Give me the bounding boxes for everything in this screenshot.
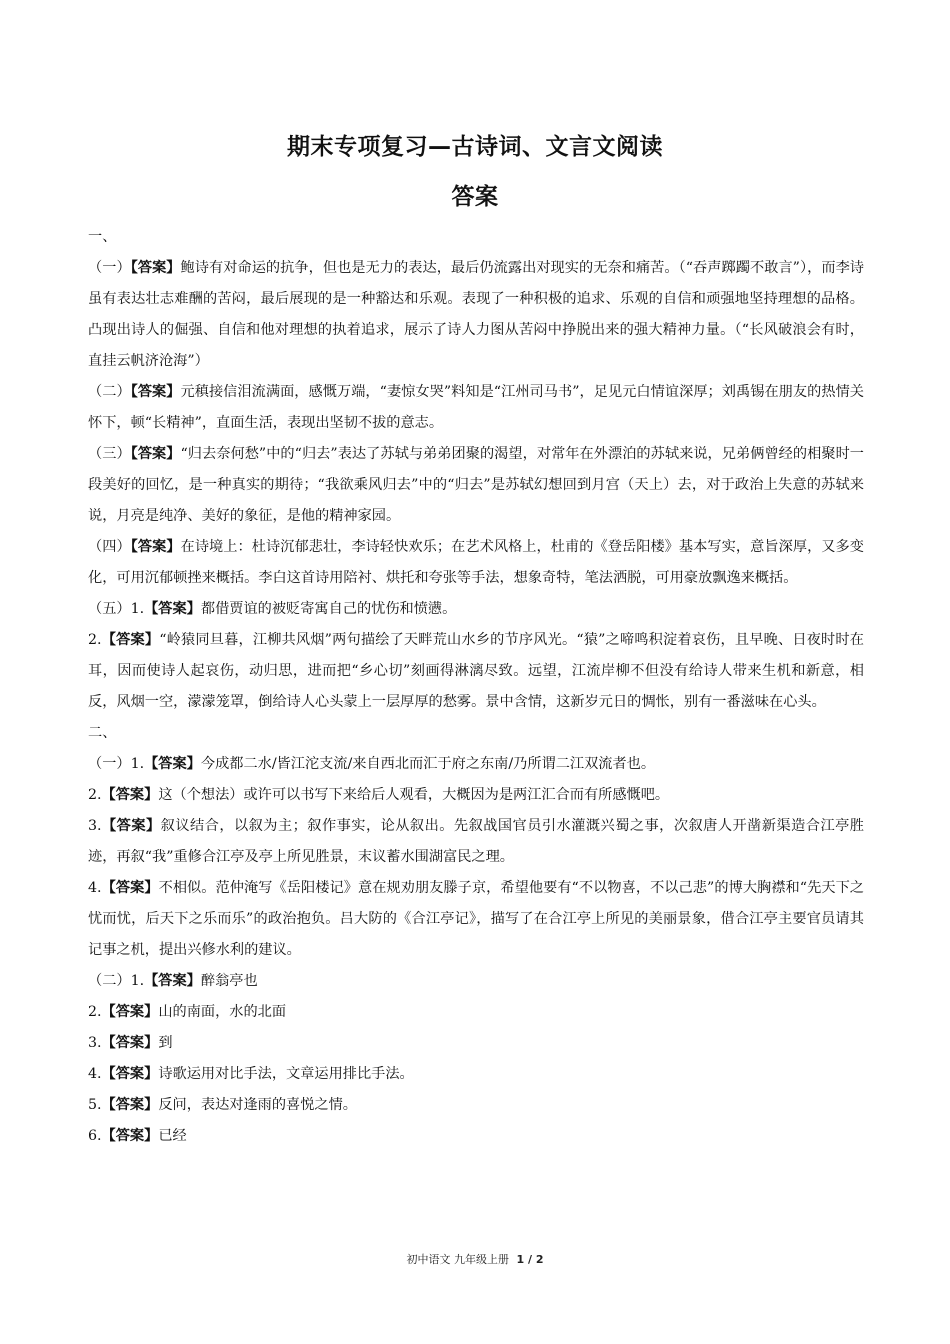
answer-paragraph: [88, 1090, 864, 1121]
section-heading-2: 二、: [88, 725, 117, 741]
question-number: 4.: [88, 880, 102, 896]
answer-tag: 【答案】: [130, 446, 181, 462]
answer-text: 诗歌运用对比手法，文章运用排比手法。: [158, 1066, 414, 1082]
page-title: 期末专项复习—古诗词、文言文阅读: [287, 134, 663, 160]
answer-paragraph: [88, 1059, 864, 1090]
page-subtitle: 答案: [451, 184, 499, 210]
question-number: 3.: [88, 1035, 102, 1051]
answer-text: “归去奈何愁”中的“归去”表达了苏轼与弟弟团聚的渴望，对常年在外漂泊的苏轼来说，兄弟俩曾经的相聚时一段美好的回忆，是一种真实的期待；“我欲乘风归去”中的“归去”是苏轼幻想回到月宫（天上）去，对于政治上失意的苏轼来说，月亮是纯净、美好的象征，是他的精神家园。: [88, 446, 864, 524]
answer-paragraph: [88, 1028, 864, 1059]
answer-tag: 【答案】: [101, 1004, 159, 1020]
answer-paragraph: [88, 966, 864, 997]
answer-tag: 【答案】: [101, 880, 159, 896]
answer-tag: 【答案】: [101, 1128, 159, 1144]
answer-text: “岭猿同旦暮，江柳共风烟”两句描绘了天畔荒山水乡的节序风光。“猿”之啼鸣积淀着哀伤，且早晚、日夜时时在耳，因而使诗人起哀伤，动归思，进而把“乡心切”刻画得淋漓尽致。远望，江流岸柳不但没有给诗人带来生机和新意，相反，风烟一空，濛濛笼罩，倒给诗人心头蒙上一层厚厚的愁雾。景中含情，这新岁元日的惆怅，别有一番滋味在心头。: [88, 632, 864, 710]
footer-text: 初中语文 九年级上册: [406, 1253, 509, 1266]
answer-tag: 【答案】: [144, 973, 201, 989]
answer-text: 山的南面，水的北面: [158, 1004, 287, 1020]
answer-text: 已经: [158, 1128, 187, 1144]
answer-text: 元稹接信泪流满面，感慨万端，“妻惊女哭”料知是“江州司马书”，足见元白情谊深厚；刘禹锡在朋友的热情关怀下，顿“长精神”，直面生活，表现出坚韧不拔的意志。: [88, 384, 864, 431]
answer-paragraph: [88, 811, 864, 873]
question-number: 4.: [88, 1066, 102, 1082]
question-number: （三）: [88, 446, 131, 462]
question-number: （五）1.: [88, 601, 145, 617]
answer-text: 在诗境上：杜诗沉郁悲壮，李诗轻快欢乐；在艺术风格上，杜甫的《登岳阳楼》基本写实，意旨深厚，又多变化，可用沉郁顿挫来概括。李白这首诗用陪衬、烘托和夸张等手法，想象奇特，笔法洒脱，可用豪放飘逸来概括。: [88, 539, 864, 586]
question-number: （四）: [88, 539, 131, 555]
answer-tag: 【答案】: [101, 632, 160, 648]
answer-tag: 【答案】: [101, 1066, 159, 1082]
answer-text: 醉翁亭也: [200, 973, 258, 989]
answer-text: 鲍诗有对命运的抗争，但也是无力的表达，最后仍流露出对现实的无奈和痛苦。（“吞声踯躅不敢言”），而李诗虽有表达壮志难酬的苦闷，最后展现的是一种豁达和乐观。表现了一种积极的追求、乐观的自信和顽强地坚持理想的品格。凸现出诗人的倔强、自信和他对理想的执着追求，展示了诗人力图从苦闷中挣脱出来的强大精神力量。（“长风破浪会有时，直挂云帆济沧海”）: [88, 260, 864, 369]
question-number: （二）1.: [88, 973, 145, 989]
answer-text: 都借贾谊的被贬寄寓自己的忧伤和愤懑。: [200, 601, 457, 617]
answer-tag: 【答案】: [130, 539, 181, 555]
question-number: （一）: [88, 260, 131, 276]
question-number: 2.: [88, 1004, 102, 1020]
question-number: 5.: [88, 1097, 102, 1113]
answer-paragraph: [88, 625, 864, 718]
answer-text: 叙议结合，以叙为主；叙作事实，论从叙出。先叙战国官员引水灌溉兴蜀之事，次叙唐人开凿新渠造合江亭胜迹，再叙“我”重修合江亭及亭上所见胜景，末议蓄水围湖富民之理。: [88, 818, 864, 865]
question-number: 2.: [88, 632, 102, 648]
answer-tag: 【答案】: [101, 1097, 159, 1113]
question-number: （二）: [88, 384, 131, 400]
question-number: 3.: [88, 818, 102, 834]
answer-text: 到: [158, 1035, 173, 1051]
answer-paragraph: [88, 749, 864, 780]
answer-tag: 【答案】: [144, 756, 201, 772]
answer-tag: 【答案】: [101, 818, 161, 834]
answer-text: 今成都二水/皆江沱支流/来自西北而汇于府之东南/乃所谓二江双流者也。: [200, 756, 656, 772]
answer-tag: 【答案】: [101, 1035, 159, 1051]
answer-paragraph: [88, 439, 864, 532]
question-number: （一）1.: [88, 756, 145, 772]
answer-tag: 【答案】: [101, 787, 159, 803]
answer-text: 不相似。范仲淹写《岳阳楼记》意在规劝朋友滕子京，希望他要有“不以物喜，不以己悲”的博大胸襟和“先天下之忧而忧，后天下之乐而乐”的政治抱负。吕大防的《合江亭记》，描写了在合江亭上所见的美丽景象，借合江亭主要官员请其记事之机，提出兴修水利的建议。: [88, 880, 864, 958]
question-number: 6.: [88, 1128, 102, 1144]
answer-paragraph: [88, 253, 864, 377]
answer-tag: 【答案】: [130, 260, 181, 276]
answer-paragraph: [88, 997, 864, 1028]
page-number: 1 / 2: [516, 1253, 544, 1266]
answer-text: 这（个想法）或许可以书写下来给后人观看，大概因为是两江汇合而有所感慨吧。: [158, 787, 670, 803]
answer-paragraph: [88, 594, 864, 625]
answer-tag: 【答案】: [130, 384, 181, 400]
answer-content: [88, 222, 864, 1152]
section-heading-1: 一、: [88, 229, 117, 245]
answer-paragraph: [88, 873, 864, 966]
answer-paragraph: [88, 780, 864, 811]
answer-paragraph: [88, 377, 864, 439]
answer-paragraph: [88, 532, 864, 594]
question-number: 2.: [88, 787, 102, 803]
answer-text: 反问，表达对逢雨的喜悦之情。: [158, 1097, 357, 1113]
page-footer: [0, 1251, 950, 1267]
answer-tag: 【答案】: [144, 601, 201, 617]
answer-paragraph: [88, 1121, 864, 1152]
